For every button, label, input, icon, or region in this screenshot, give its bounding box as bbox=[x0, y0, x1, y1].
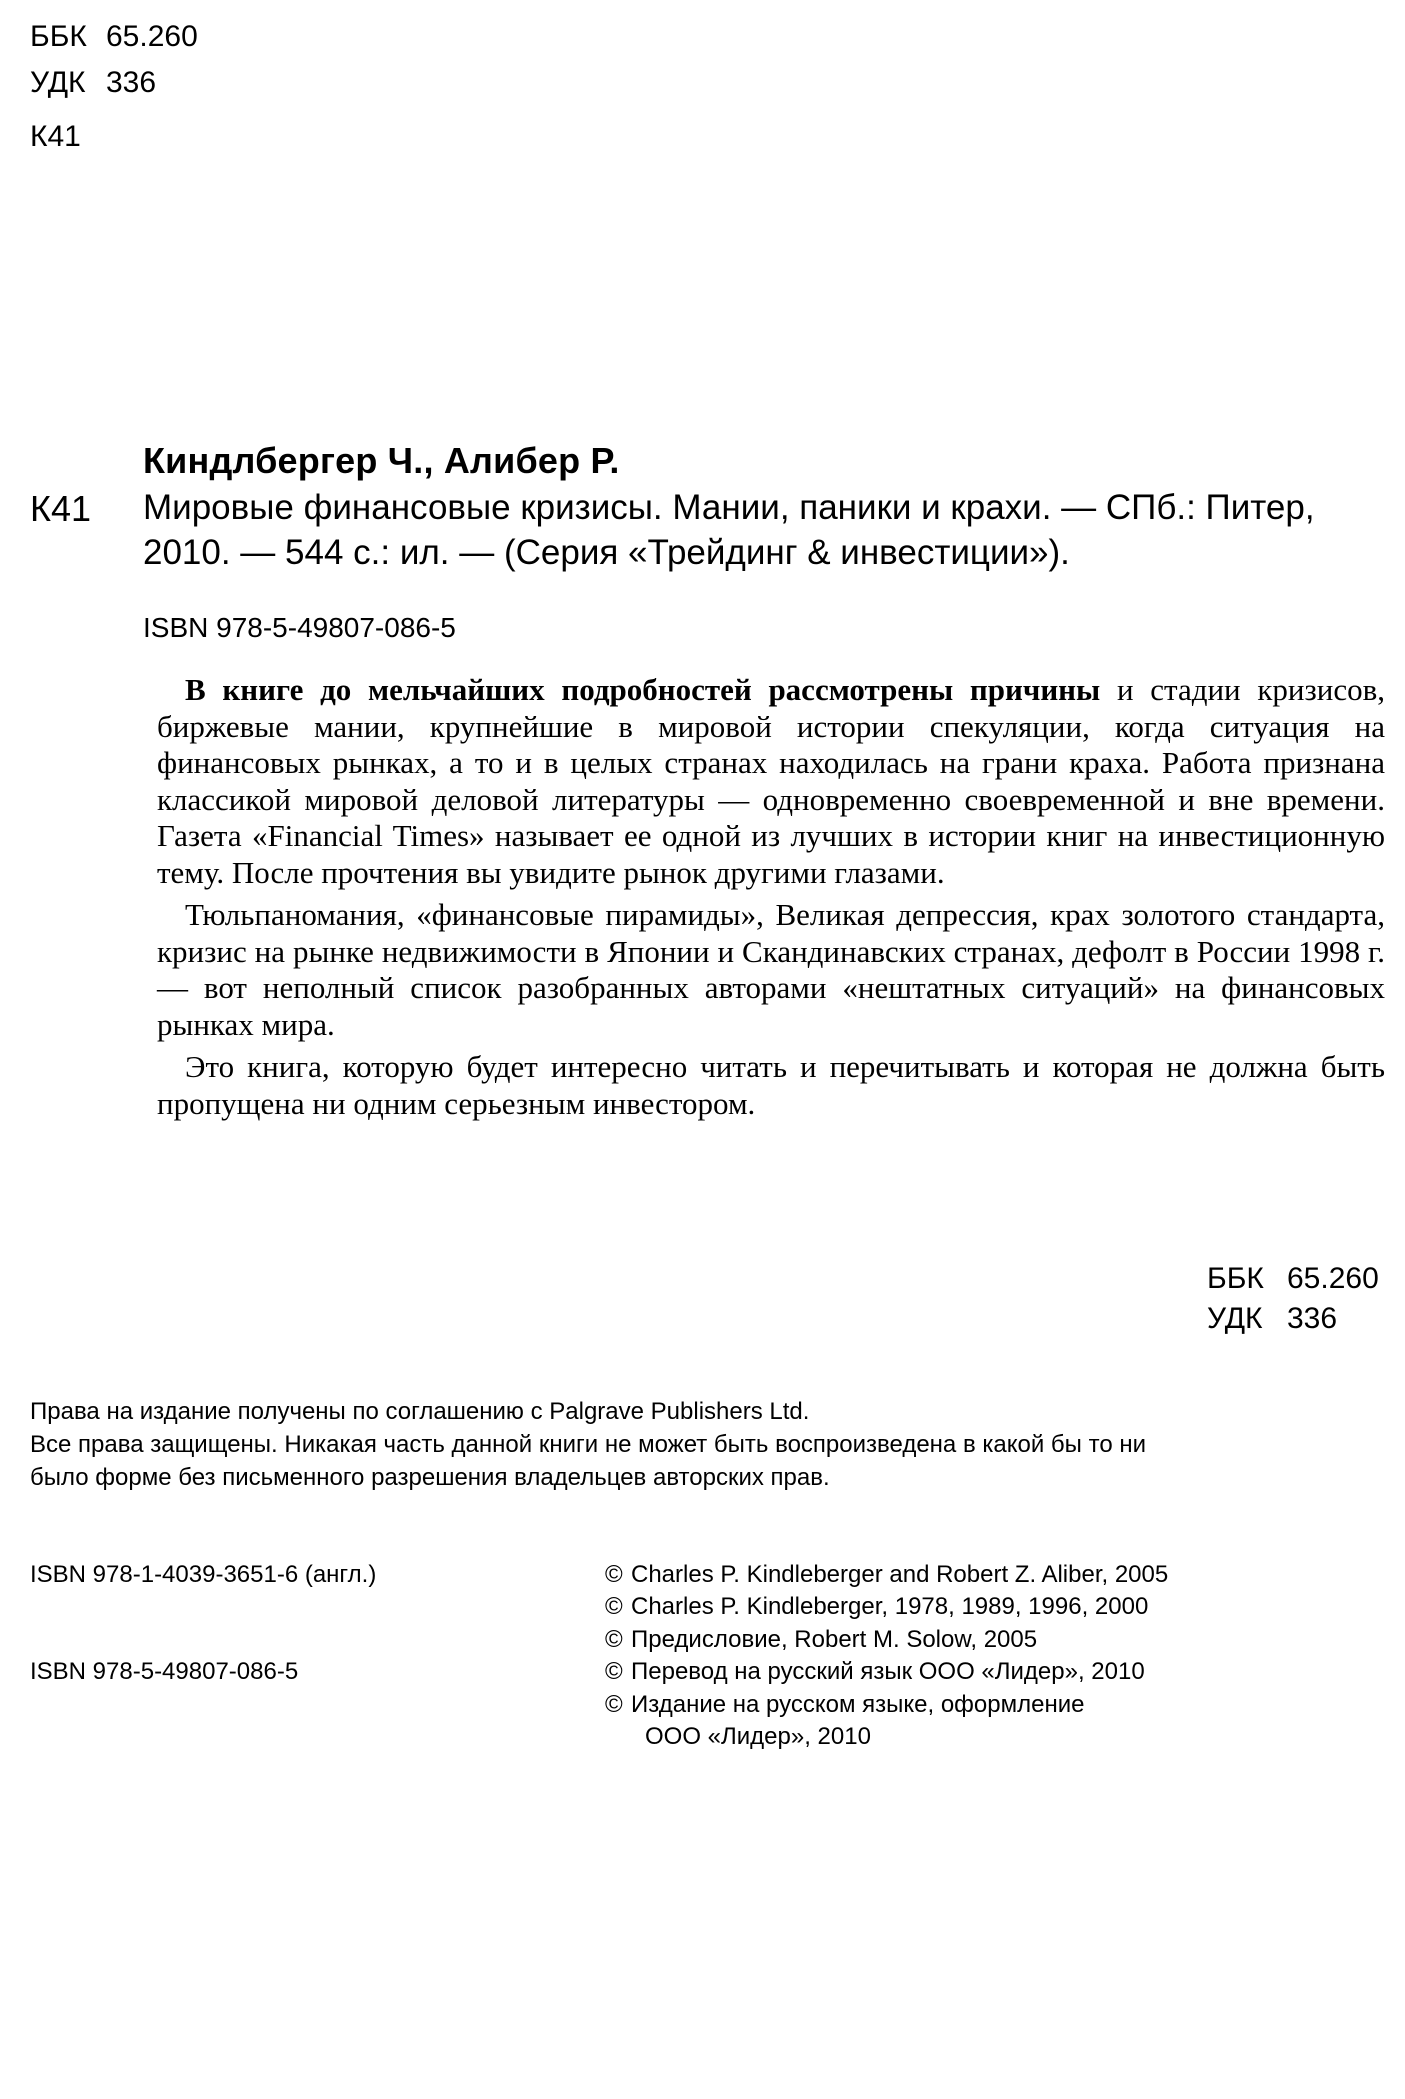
bbk-code-bottom bbox=[1207, 1262, 1379, 1296]
abstract bbox=[157, 672, 1385, 1128]
udk-value-bottom: 336 bbox=[1287, 1302, 1338, 1335]
rights-line-1: Права на издание получены по соглашению с Palgrave Publishers Ltd. bbox=[30, 1398, 810, 1425]
copyright-2-text: Charles P. Kindleberger, 1978, 1989, 1996, 2000 bbox=[631, 1593, 1149, 1620]
udk-code-top bbox=[30, 66, 156, 100]
copyright-icon: © bbox=[605, 1593, 623, 1620]
abstract-paragraph-2: Тюльпаномания, «финансовые пирамиды», Великая депрессия, крах золотого стандарта, кризис на рынке недвижимости в Японии и Скандинавских странах, дефолт в России 1998 г. — вот неполный список разобранных авторами «нештатных ситуаций» на финансовых рынках мира. bbox=[157, 897, 1385, 1042]
abstract-paragraph-1 bbox=[157, 672, 1385, 891]
copyright-5-continued: ООО «Лидер», 2010 bbox=[645, 1723, 871, 1750]
copyright-1 bbox=[605, 1561, 1168, 1589]
bbk-label: ББК bbox=[30, 20, 87, 53]
abstract-p1-rest: и стадии кризисов, биржевые мании, крупнейшие в мировой истории спекуляции, когда ситуация на финансовых рынках, а то и в целых странах находилась на грани краха. Работа признана классикой мировой деловой литературы — одновременно своевременной и вне времени. Газета «Financial Times» называет ее одной из лучших в истории книг на инвестиционную тему. После прочтения вы увидите рынок другими глазами. bbox=[157, 672, 1385, 890]
copyright-3-text: Предисловие, Robert M. Solow, 2005 bbox=[631, 1626, 1038, 1653]
copyright-3 bbox=[605, 1626, 1037, 1654]
bib-line-1: Мировые финансовые кризисы. Мании, паники и крахи. — СПб.: Питер, bbox=[143, 488, 1315, 527]
copyright-1-text: Charles P. Kindleberger and Robert Z. Aliber, 2005 bbox=[631, 1561, 1169, 1588]
udk-label: УДК bbox=[30, 66, 86, 99]
author-mark-top: К41 bbox=[30, 120, 81, 153]
isbn-main: ISBN 978-5-49807-086-5 bbox=[143, 612, 456, 643]
isbn-russian: ISBN 978-5-49807-086-5 bbox=[30, 1658, 299, 1685]
rights-line-2: Все права защищены. Никакая часть данной книги не может быть воспроизведена в какой бы то ни bbox=[30, 1431, 1146, 1458]
abstract-paragraph-3: Это книга, которую будет интересно читать и перечитывать и которая не должна быть пропущена ни одним серьезным инвестором. bbox=[157, 1049, 1385, 1121]
udk-label-bottom: УДК bbox=[1207, 1302, 1263, 1335]
bbk-value: 65.260 bbox=[106, 20, 198, 53]
bbk-code-top bbox=[30, 20, 198, 54]
udk-code-bottom bbox=[1207, 1302, 1337, 1336]
rights-line-3: было форме без письменного разрешения владельцев авторских прав. bbox=[30, 1464, 830, 1491]
bbk-value-bottom: 65.260 bbox=[1287, 1262, 1379, 1295]
isbn-english: ISBN 978-1-4039-3651-6 (англ.) bbox=[30, 1561, 377, 1588]
copyright-2 bbox=[605, 1593, 1148, 1621]
copyright-5 bbox=[605, 1691, 1084, 1719]
copyright-icon: © bbox=[605, 1658, 623, 1685]
authors: Киндлбергер Ч., Алибер Р. bbox=[143, 440, 620, 481]
copyright-4 bbox=[605, 1658, 1145, 1686]
author-mark-side: К41 bbox=[30, 488, 92, 529]
copyright-4-text: Перевод на русский язык ООО «Лидер», 2010 bbox=[631, 1658, 1145, 1685]
bbk-label-bottom: ББК bbox=[1207, 1262, 1264, 1295]
copyright-icon: © bbox=[605, 1561, 623, 1588]
bib-line-2: 2010. — 544 с.: ил. — (Серия «Трейдинг & инвестиции»). bbox=[143, 533, 1070, 572]
copyright-icon: © bbox=[605, 1626, 623, 1653]
abstract-lead: В книге до мельчайших подробностей рассмотрены причины bbox=[185, 672, 1101, 707]
copyright-5-text: Издание на русском языке, оформление bbox=[631, 1691, 1085, 1718]
udk-value: 336 bbox=[106, 66, 157, 99]
copyright-icon: © bbox=[605, 1691, 623, 1718]
